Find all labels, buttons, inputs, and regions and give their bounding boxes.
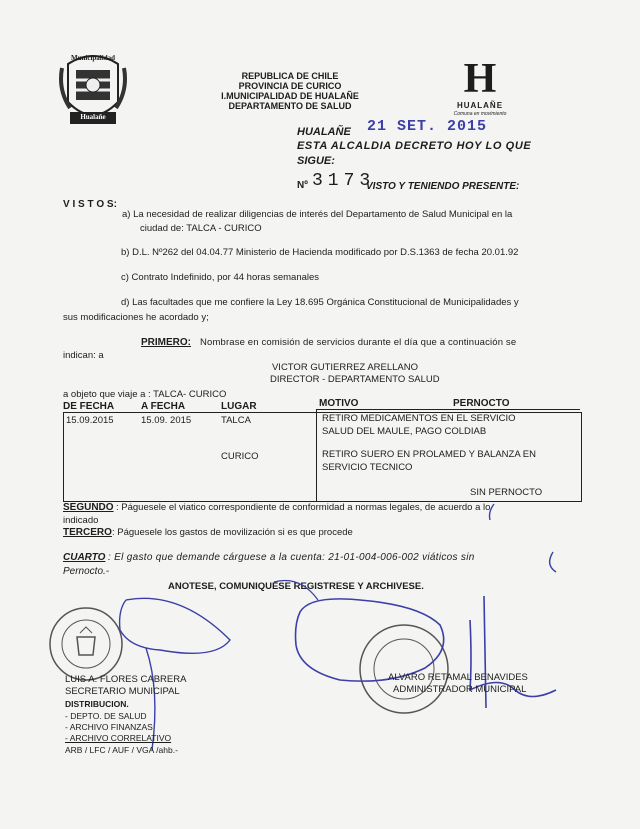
header-republic: REPUBLICA DE CHILE [241,71,339,81]
distribution-item-finance: - ARCHIVO FINANZAS [65,722,153,732]
commissioned-person-role: DIRECTOR - DEPARTAMENTO SALUD [270,374,440,385]
row2-lugar: CURICO [221,451,259,462]
distribution-initials: ARB / LFC / AUF / VGA /ahb.- [65,745,178,755]
cuarto-label: CUARTO [63,552,106,563]
right-signer-name: ALVARO RETAMAL BENAVIDES [388,672,528,683]
col-header-de-fecha: DE FECHA [63,401,115,412]
decree-line-2: SIGUE: [297,155,335,167]
right-signer-title: ADMINISTRADOR MUNICIPAL [393,684,527,695]
vistos-a-line-2: ciudad de: TALCA - CURICO [140,223,262,234]
cuarto-text-2: Pernocto.- [63,566,110,577]
vistos-b: b) D.L. Nº262 del 04.04.77 Ministerio de Hacienda modificado por D.S.1363 de fecha 20.01.92 [121,247,519,258]
segundo-text-1: : Páguesele el viatico correspondiente de conformidad a normas legales, de acuerdo a lo [116,502,491,513]
vistos-c: c) Contrato Indefinido, por 44 horas semanales [121,272,320,283]
row1-lugar: TALCA [221,415,251,426]
vistos-d-line-1: d) Las facultades que me confiere la Ley 18.695 Orgánica Constitucional de Municipalidades y [121,297,519,308]
left-signer-title: SECRETARIO MUNICIPAL [65,686,180,697]
row2-motivo-2: SERVICIO TECNICO [322,462,413,473]
row1-motivo-1: RETIRO MEDICAMENTOS EN EL SERVICIO [322,413,516,424]
decree-city: HUALAÑE [297,126,351,138]
hualane-logo-tagline: Comuna en movimiento [453,111,507,117]
segundo-label: SEGUNDO [63,502,114,513]
decree-line-1: ESTA ALCALDIA DECRETO HOY LO QUE [297,140,532,152]
cuarto-text-1: : El gasto que demande cárguese a la cuenta: 21-01-004-006-002 viáticos sin [108,552,475,563]
pernocto-value: SIN PERNOCTO [470,487,543,498]
header-province: PROVINCIA DE CURICO [238,81,342,91]
tercero-text: : Páguesele los gastos de movilización si es que procede [112,527,353,538]
col-header-pernocto: PERNOCTO [453,398,510,409]
decree-number: 3173 [312,171,376,191]
commissioned-person-name: VICTOR GUTIERREZ ARELLANO [271,362,419,373]
header-department: DEPARTAMENTO DE SALUD [228,101,352,111]
tercero-label: TERCERO [63,527,112,538]
crest-top-text: Municipalidad [71,54,115,62]
trip-intro: a objeto que viaje a : TALCA- CURICO [63,389,227,400]
col-header-motivo: MOTIVO [319,398,359,409]
distribution-label: DISTRIBUCION. [65,699,129,709]
row2-motivo-1: RETIRO SUERO EN PROLAMED Y BALANZA EN [322,449,536,460]
vistos-a-line-1: a) La necesidad de realizar diligencias de interés del Departamento de Salud Municipal en la [122,209,513,220]
closing-statement: ANOTESE, COMUNIQUESE REGISTRESE Y ARCHIVESE. [168,581,424,592]
decree-visto: VISTO Y TENIENDO PRESENTE: [366,181,520,192]
row1-a-fecha: 15.09. 2015 [141,415,192,426]
col-header-a-fecha: A FECHA [141,401,186,412]
primero-text-1: Nombrase en comisión de servicios durante el día que a continuación se [200,337,517,348]
distribution-item-health: - DEPTO. DE SALUD [65,711,147,721]
vistos-d-line-2: sus modificaciones he acordado y; [63,312,209,323]
header-municipality: I.MUNICIPALIDAD DE HUALAÑE [221,91,359,101]
left-signer-name: LUIS A. FLORES CABRERA [65,674,187,685]
date-stamp: 21 SET. 2015 [367,118,488,135]
segundo-text-2: indicado [63,515,99,526]
row1-de-fecha: 15.09.2015 [66,415,114,426]
primero-text-2: indican: a [63,350,104,361]
primero-label: PRIMERO: [141,337,191,348]
vistos-label: V I S T O S: [63,199,117,210]
col-header-lugar: LUGAR [221,401,257,412]
hualane-logo-name: HUALAÑE [456,101,504,110]
crest-bottom-text: Hualañe [80,113,106,121]
decree-number-prefix: Nº [297,180,308,191]
row1-motivo-2: SALUD DEL MAULE, PAGO COLDIAB [322,426,487,437]
hualane-logo-letter: H [463,56,497,102]
distribution-item-archive: - ARCHIVO CORRELATIVO [65,733,172,743]
